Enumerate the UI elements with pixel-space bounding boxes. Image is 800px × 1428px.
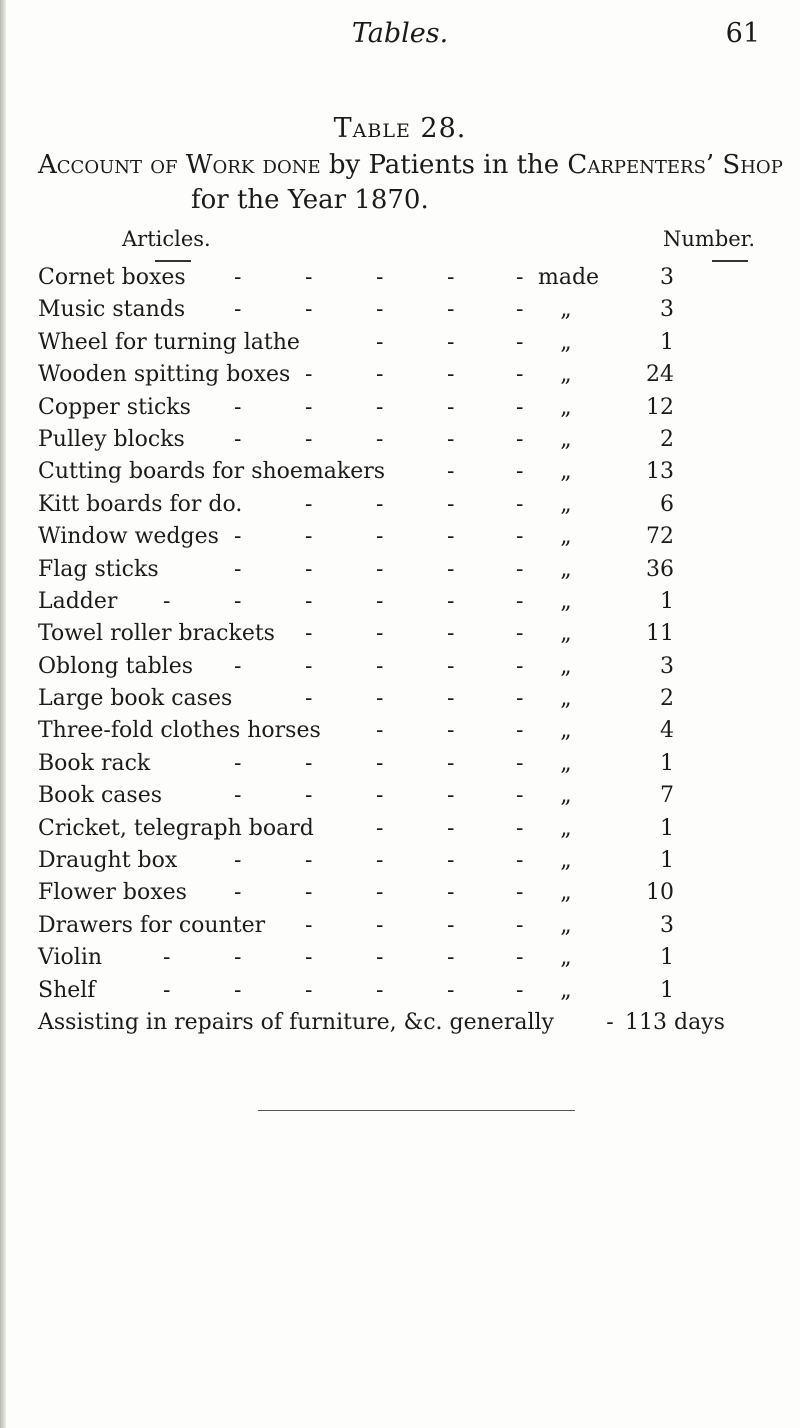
leader-dash: - [376, 783, 384, 809]
made-mark: „ [560, 459, 572, 485]
leader-dash: - [516, 750, 524, 776]
leader-dash: - [516, 880, 524, 906]
table-row [0, 748, 800, 780]
article-name: Kitt boards for do. [38, 491, 243, 517]
leader-dash: - [234, 945, 242, 971]
leader-dash: - [163, 588, 171, 614]
article-name: Draught box [38, 848, 178, 874]
article-name: Window wedges [38, 524, 219, 550]
caption-part-a: Account of Work done [38, 150, 321, 180]
leader-dash: - [376, 912, 384, 938]
article-name: Cricket, telegraph board [38, 815, 314, 841]
article-name: Drawers for counter [38, 912, 266, 938]
made-mark: „ [560, 718, 572, 744]
table-row [0, 877, 800, 909]
leader-dash: - [447, 912, 455, 938]
article-number: 11 [646, 621, 674, 647]
table-row [0, 942, 800, 974]
article-number: 2 [660, 686, 674, 712]
leader-dash: - [305, 750, 313, 776]
article-number: 12 [646, 394, 674, 420]
made-mark: made [538, 265, 600, 290]
table-caption-line-1 [38, 150, 783, 180]
article-name: Flag sticks [38, 556, 159, 582]
article-name: Pulley blocks [38, 426, 185, 452]
leader-dash: - [447, 491, 455, 517]
table-row [0, 521, 800, 553]
leader-dash: - [376, 426, 384, 452]
made-mark: „ [560, 880, 572, 906]
leader-dash: - [376, 686, 384, 712]
article-name: Flower boxes [38, 880, 187, 906]
article-number: 3 [660, 297, 674, 323]
leader-dash: - [447, 426, 455, 452]
table-row [0, 359, 800, 391]
article-name: Book cases [38, 783, 163, 809]
leader-dash: - [516, 265, 524, 290]
leader-dash: - [163, 945, 171, 971]
made-mark: „ [560, 848, 572, 874]
leader-dash: - [305, 848, 313, 874]
leader-dash: - [305, 524, 313, 550]
leader-dash: - [516, 783, 524, 809]
leader-dash: - [305, 491, 313, 517]
leader-dash: - [163, 977, 171, 1003]
leader-dash: - [516, 362, 524, 388]
article-number: 1 [660, 815, 674, 841]
leader-dash: - [305, 977, 313, 1003]
table-row [0, 424, 800, 456]
made-mark: „ [560, 297, 572, 323]
leader-dash: - [516, 848, 524, 874]
leader-dash: - [447, 718, 455, 744]
article-number: 1 [660, 977, 674, 1003]
table-row [0, 392, 800, 424]
leader-dash: - [447, 524, 455, 550]
page-number: 61 [725, 18, 760, 49]
made-mark: „ [560, 945, 572, 971]
table-title: Table 28. [333, 113, 467, 144]
article-name: Cornet boxes [38, 265, 186, 290]
table-row [0, 554, 800, 586]
leader-dash: - [447, 459, 455, 485]
column-header-articles: Articles. [122, 227, 211, 251]
article-name: Book rack [38, 750, 151, 776]
leader-dash: - [305, 686, 313, 712]
table-row [0, 975, 800, 1007]
leader-dash: - [234, 783, 242, 809]
leader-dash: - [305, 945, 313, 971]
table-row [0, 910, 800, 942]
made-mark: „ [560, 977, 572, 1003]
summary-number: 113 days [625, 1009, 725, 1035]
leader-dash: - [234, 426, 242, 452]
table-row [0, 586, 800, 618]
article-name: Three-fold clothes horses [38, 718, 321, 744]
table-row [0, 813, 800, 845]
leader-dash: - [234, 977, 242, 1003]
article-number: 24 [646, 362, 674, 388]
leader-dash: - [305, 783, 313, 809]
leader-dash: - [516, 394, 524, 420]
table-row [0, 715, 800, 747]
caption-part-b: by Patients in the [320, 150, 568, 180]
leader-dash: - [234, 556, 242, 582]
leader-dash: - [376, 815, 384, 841]
article-name: Cutting boards for shoemakers [38, 459, 386, 485]
leader-dash: - [447, 653, 455, 679]
leader-dash: - [447, 783, 455, 809]
summary-article: Assisting in repairs of furniture, &c. generally [38, 1009, 554, 1035]
table-row [0, 294, 800, 326]
article-name: Copper sticks [38, 394, 191, 420]
leader-dash: - [376, 848, 384, 874]
article-number: 1 [660, 750, 674, 776]
leader-dash: - [516, 426, 524, 452]
article-number: 7 [660, 783, 674, 809]
article-number: 1 [660, 945, 674, 971]
leader-dash: - [516, 977, 524, 1003]
made-mark: „ [560, 491, 572, 517]
table-row [0, 489, 800, 521]
table-caption-line-2: for the Year 1870. [191, 185, 429, 215]
leader-dash: - [234, 880, 242, 906]
made-mark: „ [560, 750, 572, 776]
made-mark: „ [560, 653, 572, 679]
leader-dash: - [376, 718, 384, 744]
table-row [0, 651, 800, 683]
article-number: 1 [660, 848, 674, 874]
made-mark: „ [560, 394, 572, 420]
leader-dash: - [447, 750, 455, 776]
article-number: 36 [646, 556, 674, 582]
table-row [0, 845, 800, 877]
leader-dash: - [447, 394, 455, 420]
article-name: Violin [38, 945, 103, 971]
made-mark: „ [560, 426, 572, 452]
leader-dash: - [447, 588, 455, 614]
leader-dash: - [447, 977, 455, 1003]
leader-dash: - [447, 621, 455, 647]
article-number: 6 [660, 491, 674, 517]
table-row [0, 456, 800, 488]
leader-dash: - [516, 524, 524, 550]
leader-dash: - [447, 362, 455, 388]
leader-dash: - [447, 556, 455, 582]
leader-dash: - [447, 815, 455, 841]
leader-dash: - [305, 621, 313, 647]
article-name: Ladder [38, 588, 118, 614]
leader-dash: - [447, 880, 455, 906]
leader-dash: - [516, 621, 524, 647]
leader-dash: - [234, 750, 242, 776]
leader-dash: - [376, 945, 384, 971]
bottom-rule [258, 1110, 575, 1111]
leader-dash: - [376, 621, 384, 647]
table-row-summary [0, 1007, 800, 1039]
leader-dash: - [305, 426, 313, 452]
leader-dash: - [234, 848, 242, 874]
leader-dash: - [516, 297, 524, 323]
leader-dash: - [305, 880, 313, 906]
leader-dash: - [447, 329, 455, 355]
leader-dash: - [234, 265, 242, 290]
page-header [0, 18, 800, 58]
leader-dash: - [516, 686, 524, 712]
article-name: Wheel for turning lathe [38, 329, 300, 355]
leader-dash: - [305, 297, 313, 323]
leader-dash: - [376, 524, 384, 550]
leader-dash: - [447, 848, 455, 874]
leader-dash: - [516, 912, 524, 938]
leader-dash: - [305, 362, 313, 388]
leader-dash: - [447, 297, 455, 323]
leader-dash: - [305, 265, 313, 290]
leader-dash: - [447, 945, 455, 971]
leader-dash: - [234, 297, 242, 323]
article-number: 3 [660, 653, 674, 679]
article-name: Music stands [38, 297, 186, 323]
article-name: Towel roller brackets [38, 621, 275, 647]
leader-dash: - [305, 394, 313, 420]
article-number: 3 [660, 912, 674, 938]
made-mark: „ [560, 329, 572, 355]
article-name: Wooden spitting boxes [38, 362, 291, 388]
article-name: Oblong tables [38, 653, 194, 679]
table-row [0, 780, 800, 812]
made-mark: „ [560, 621, 572, 647]
leader-dash: - [234, 588, 242, 614]
leader-dash: - [234, 394, 242, 420]
running-title: Tables. [351, 18, 449, 49]
leader-dash: - [447, 265, 455, 290]
leader-dash: - [305, 653, 313, 679]
leader-dash: - [516, 491, 524, 517]
leader-dash: - [376, 362, 384, 388]
leader-dash: - [234, 524, 242, 550]
made-mark: „ [560, 912, 572, 938]
table-row [0, 618, 800, 650]
article-number: 72 [646, 524, 674, 550]
table-row [0, 683, 800, 715]
made-mark: „ [560, 686, 572, 712]
leader-dash: - [516, 329, 524, 355]
leader-dash: - [376, 977, 384, 1003]
made-mark: „ [560, 362, 572, 388]
article-number: 1 [660, 329, 674, 355]
leader-dash: - [234, 653, 242, 679]
leader-dash: - [516, 815, 524, 841]
leader-dash: - [376, 880, 384, 906]
table-row [0, 262, 800, 294]
leader-dash: - [516, 459, 524, 485]
leader-dash: - [516, 556, 524, 582]
made-mark: „ [560, 783, 572, 809]
leader-dash: - [376, 329, 384, 355]
article-number: 10 [646, 880, 674, 906]
leader-dash: - [376, 588, 384, 614]
leader-dash: - [447, 686, 455, 712]
article-number: 1 [660, 588, 674, 614]
article-number: 4 [660, 718, 674, 744]
article-number: 2 [660, 426, 674, 452]
made-mark: „ [560, 815, 572, 841]
leader-dash: - [516, 653, 524, 679]
made-mark: „ [560, 588, 572, 614]
leader-dash: - [376, 265, 384, 290]
article-number: 3 [660, 265, 674, 290]
leader-dash: - [376, 556, 384, 582]
article-name: Shelf [38, 977, 96, 1003]
leader-dash: - [376, 653, 384, 679]
caption-part-c: Carpenters’ Shop [567, 150, 783, 180]
summary-dash: - [606, 1009, 614, 1035]
leader-dash: - [376, 394, 384, 420]
leader-dash: - [376, 750, 384, 776]
article-number: 13 [646, 459, 674, 485]
leader-dash: - [516, 718, 524, 744]
leader-dash: - [376, 491, 384, 517]
made-mark: „ [560, 556, 572, 582]
leader-dash: - [305, 556, 313, 582]
leader-dash: - [516, 588, 524, 614]
article-name: Large book cases [38, 686, 233, 712]
leader-dash: - [305, 588, 313, 614]
made-mark: „ [560, 524, 572, 550]
leader-dash: - [516, 945, 524, 971]
leader-dash: - [305, 912, 313, 938]
table-body [0, 262, 800, 1039]
leader-dash: - [376, 297, 384, 323]
column-header-number: Number. [663, 227, 756, 251]
table-row [0, 327, 800, 359]
